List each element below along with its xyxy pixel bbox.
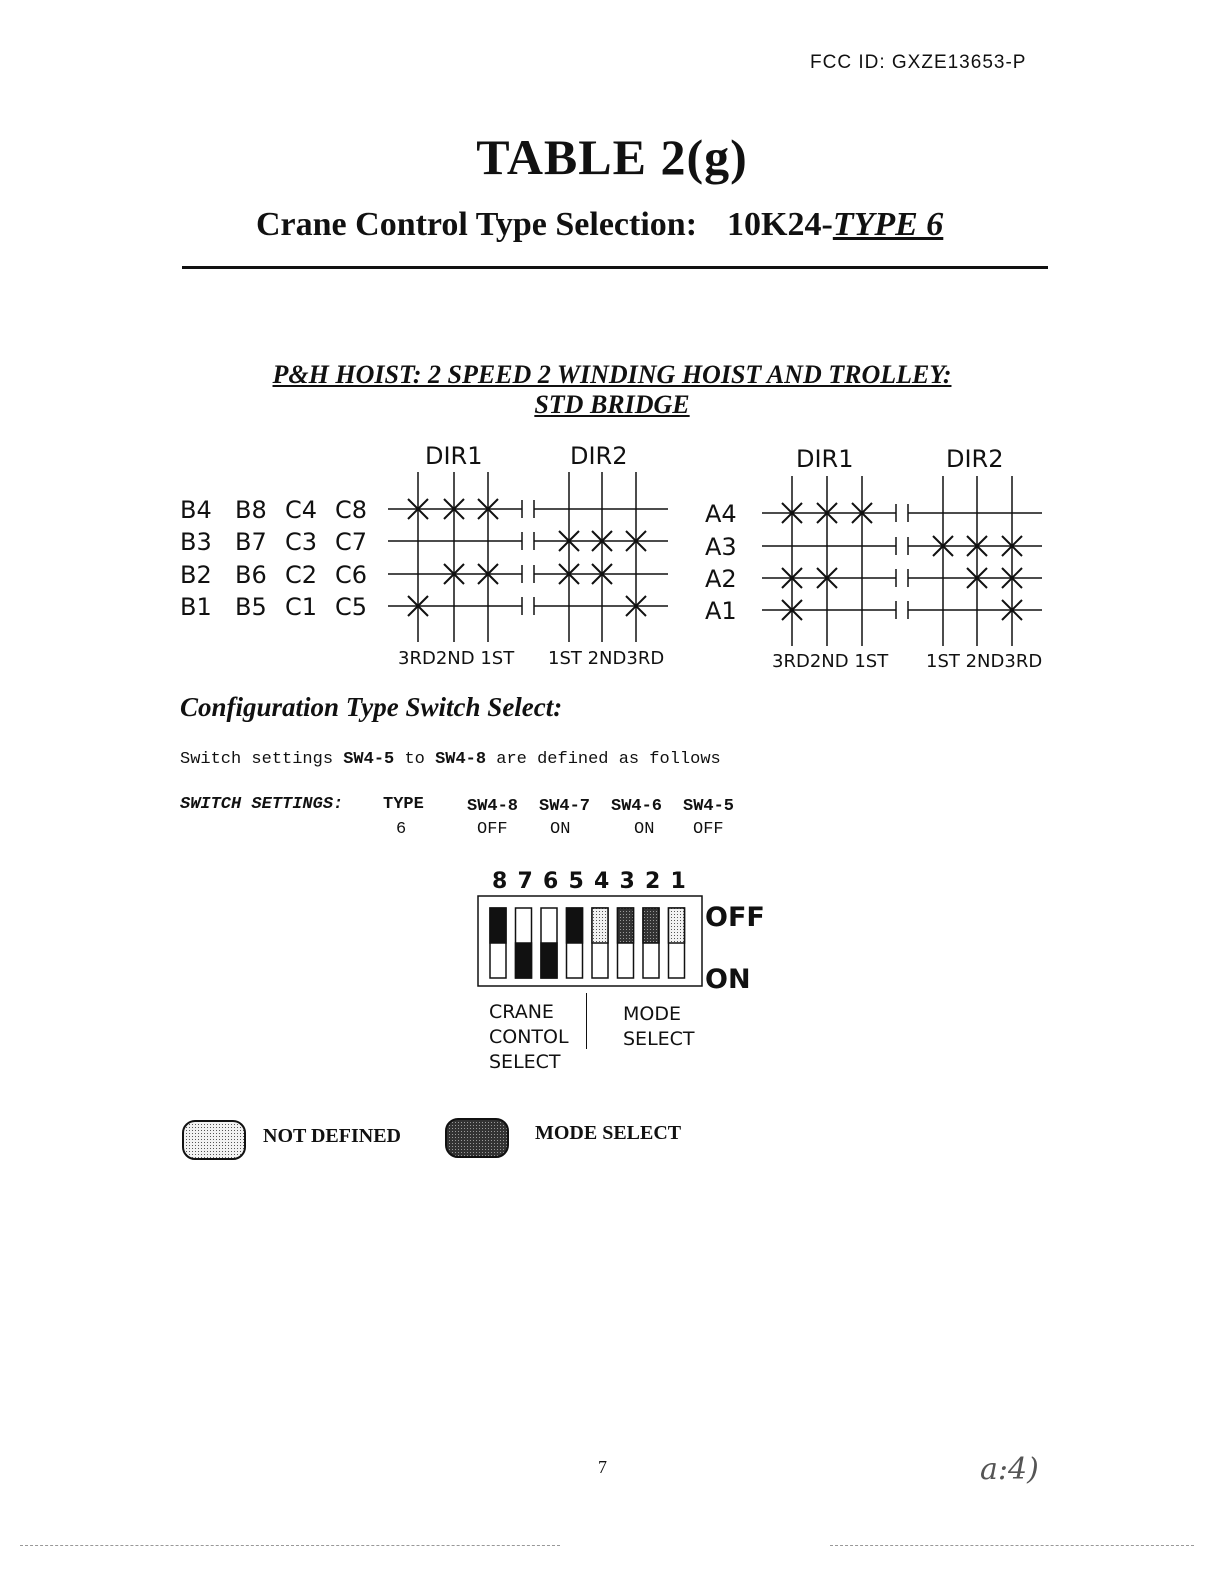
mode-select-swatch — [443, 1116, 513, 1160]
handwritten-mark: a:4) — [980, 1452, 1039, 1487]
dip-switch-number: 6 — [543, 869, 559, 894]
row-label: A4 — [705, 500, 737, 528]
dip-switch — [567, 908, 583, 978]
row-label: A3 — [705, 533, 737, 561]
left-contact-grid — [388, 472, 668, 642]
row-label: B1 — [180, 593, 212, 621]
contact-diagram — [170, 436, 1050, 686]
group-divider — [586, 993, 587, 1049]
row-label: A1 — [705, 597, 737, 625]
subtitle-code-type: TYPE 6 — [832, 206, 944, 243]
subtitle-label: Crane Control Type Selection: — [256, 206, 698, 243]
switch-description — [180, 750, 721, 769]
section-title-line1: P&H HOIST: 2 SPEED 2 WINDING HOIST AND TROLLEY: — [272, 360, 952, 389]
dip-switch — [643, 908, 659, 978]
subtitle-code-prefix: 10K24- — [727, 206, 833, 243]
row-label: C2 — [285, 561, 318, 589]
scan-artifact-line — [20, 1545, 560, 1546]
dip-switch-number: 2 — [645, 869, 661, 894]
crane-control-select-label: CRANE CONTOL SELECT — [489, 1001, 569, 1073]
dip-switch-bank — [490, 908, 685, 978]
right-dir2-label: DIR2 — [946, 445, 1004, 473]
scan-artifact-line — [830, 1545, 1194, 1546]
dip-switch-number: 7 — [517, 869, 533, 894]
row-label: C3 — [285, 528, 318, 556]
page-number: 7 — [598, 1457, 607, 1477]
mode-select-label: MODE SELECT — [623, 1003, 695, 1050]
switch-value: OFF — [477, 820, 508, 839]
switch-value: ON — [634, 820, 655, 839]
row-label: B5 — [235, 593, 267, 621]
right-dir2-speeds: 1ST 2ND3RD — [926, 651, 1043, 672]
switch-name: SW4-8 — [467, 797, 519, 816]
row-label: A2 — [705, 565, 737, 593]
row-label: B8 — [235, 496, 267, 524]
dip-switch — [669, 908, 685, 978]
switch-name: SW4-6 — [611, 797, 663, 816]
type-label: TYPE — [383, 795, 424, 814]
row-label: B4 — [180, 496, 212, 524]
switch-value: ON — [550, 820, 571, 839]
page-title: TABLE 2(g) — [476, 129, 748, 185]
desc-prefix: Switch settings — [180, 750, 334, 769]
right-dir1-speeds: 3RD2ND 1ST — [772, 651, 889, 672]
right-row-labels — [705, 500, 737, 625]
switch-value: OFF — [693, 820, 724, 839]
dip-off-label: OFF — [705, 902, 765, 933]
right-dir1-label: DIR1 — [796, 445, 854, 473]
row-label: C1 — [285, 593, 318, 621]
legend-not-defined: NOT DEFINED — [263, 1125, 401, 1147]
section-title-line2: STD BRIDGE — [534, 390, 690, 419]
desc-switch-a: SW4-5 — [343, 750, 395, 769]
dip-switch — [516, 908, 532, 978]
row-label: C4 — [285, 496, 318, 524]
desc-mid: to — [404, 750, 425, 769]
config-heading: Configuration Type Switch Select: — [180, 692, 563, 722]
row-label: C7 — [335, 528, 368, 556]
desc-switch-b: SW4-8 — [435, 750, 487, 769]
desc-suffix: are defined as follows — [496, 750, 721, 769]
row-label: B6 — [235, 561, 267, 589]
dip-switch-number: 5 — [568, 869, 584, 894]
title-divider — [182, 266, 1048, 269]
dip-switch-numbers — [492, 869, 686, 894]
dip-switch-number: 8 — [492, 869, 508, 894]
dip-switch-diagram — [470, 866, 770, 996]
row-label: C5 — [335, 593, 368, 621]
type-value: 6 — [396, 820, 407, 839]
right-contact-diagram — [705, 445, 1042, 672]
dip-switch — [541, 908, 557, 978]
left-dir2-speeds: 1ST 2ND3RD — [548, 648, 665, 669]
left-dir2-label: DIR2 — [570, 442, 628, 470]
row-label: B2 — [180, 561, 212, 589]
row-label: C8 — [335, 496, 368, 524]
left-dir1-label: DIR1 — [425, 442, 483, 470]
left-dir1-speeds: 3RD2ND 1ST — [398, 648, 515, 669]
legend-mode-select: MODE SELECT — [535, 1122, 682, 1144]
dip-switch — [490, 908, 506, 978]
dip-switch — [618, 908, 634, 978]
not-defined-swatch — [180, 1118, 250, 1162]
dip-switch-number: 1 — [670, 869, 686, 894]
dip-switch-number: 3 — [619, 869, 635, 894]
left-row-labels — [180, 496, 367, 621]
switch-name: SW4-5 — [683, 797, 735, 816]
row-label: B3 — [180, 528, 212, 556]
dip-on-label: ON — [705, 964, 751, 995]
left-contact-diagram — [180, 442, 668, 669]
switch-name: SW4-7 — [539, 797, 591, 816]
dip-switch-number: 4 — [594, 869, 610, 894]
dip-switch — [592, 908, 608, 978]
right-contact-grid — [762, 476, 1042, 646]
page-subtitle — [256, 206, 943, 244]
switch-settings-label: SWITCH SETTINGS: — [180, 795, 344, 814]
row-label: C6 — [335, 561, 368, 589]
row-label: B7 — [235, 528, 267, 556]
fcc-id: FCC ID: GXZE13653-P — [810, 52, 1027, 73]
